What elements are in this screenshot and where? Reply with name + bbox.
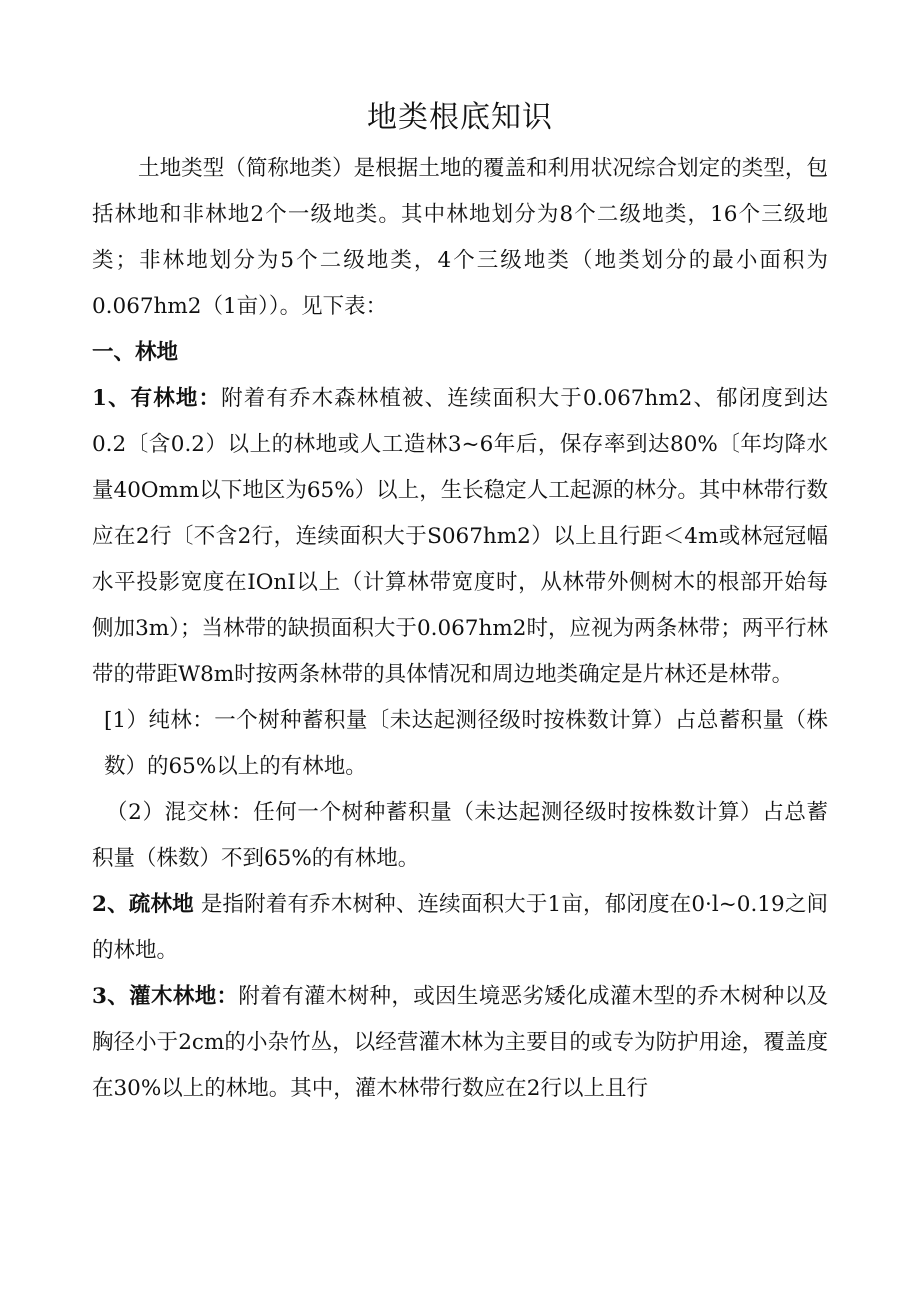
sub-item-mixed-forest: （2）混交林：任何一个树种蓄积量（未达起测径级时按株数计算）占总蓄积量（株数）不到65%的有林地。 — [92, 800, 828, 871]
item-2-paragraph — [92, 882, 828, 974]
item-1-paragraph — [92, 376, 828, 698]
intro-paragraph: 土地类型（简称地类）是根据土地的覆盖和利用状况综合划定的类型，包括林地和非林地2个一级地类。其中林地划分为8个二级地类，16个三级地类；非林地划分为5个二级地类，4个三级地类（地类划分的最小面积为0.067hm2（1亩））。见下表： — [92, 156, 828, 319]
item-3-paragraph — [92, 974, 828, 1112]
item-3-label: 3、灌木林地： — [92, 984, 239, 1009]
item-1-label: 1、有林地： — [92, 386, 222, 411]
document-title: 地类根底知识 — [367, 100, 553, 135]
sub-item-pure-forest: [1）纯林：一个树种蓄积量〔未达起测径级时按株数计算）占总蓄积量（株数）的65%以上的有林地。 — [104, 708, 828, 779]
item-2-text: 是指附着有乔木树种、连续面积大于1亩，郁闭度在0·l~0.19之间的林地。 — [92, 892, 828, 963]
item-3-text: 附着有灌木树种，或因生境恶劣矮化成灌木型的乔木树种以及胸径小于2cm的小杂竹丛，以经营灌木林为主要目的或专为防护用途，覆盖度在30%以上的林地。其中，灌木林带行数应在2行以上且行 — [92, 984, 828, 1101]
section-heading-forest-land: 一、林地 — [92, 340, 179, 365]
document-body — [92, 146, 828, 1112]
item-2-label: 2、疏林地 — [92, 892, 194, 917]
item-1-text: 附着有乔木森林植被、连续面积大于0.067hm2、郁闭度到达0.2〔含0.2）以上的林地或人工造林3~6年后，保存率到达80%〔年均降水量40Omm以下地区为65%）以上，生长稳定人工起源的林分。其中林带行数应在2行〔不含2行，连续面积大于S067hm2）以上且行距＜4m或林冠冠幅水平投影宽度在IOnI以上（计算林带宽度时，从林带外侧树木的根部开始每侧加3m）；当林带的缺损面积大于0.067hm2时，应视为两条林带；两平行林带的带距W8m时按两条林带的具体情况和周边地类确定是片林还是林带。 — [92, 386, 828, 687]
